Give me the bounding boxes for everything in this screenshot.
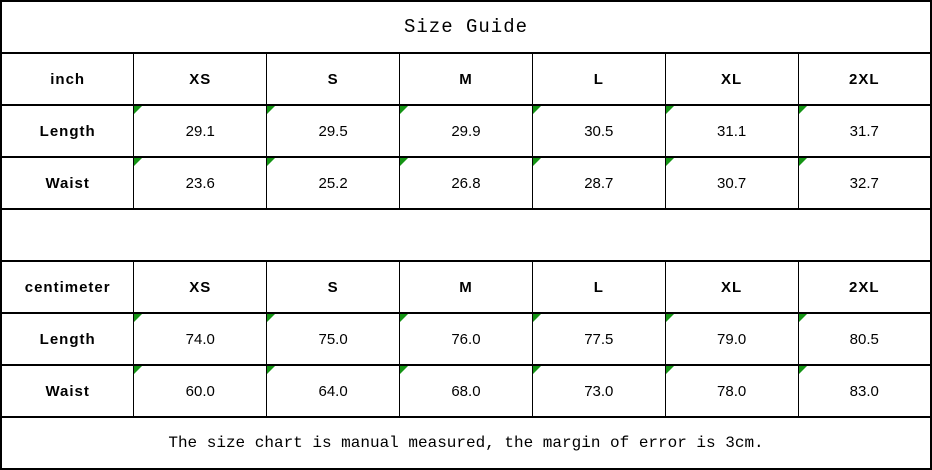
size-header-l: L: [532, 261, 665, 313]
cell-flag-icon: [400, 366, 408, 374]
page-title: Size Guide: [1, 1, 931, 53]
size-value: 30.5: [584, 122, 614, 140]
size-value-cell: [134, 313, 267, 365]
size-value: 79.0: [717, 330, 747, 348]
centimeter-header-row: [1, 261, 931, 313]
measurement-label-waist: Waist: [1, 365, 134, 417]
measurement-label-length: Length: [1, 313, 134, 365]
size-value-cell: [665, 105, 798, 157]
size-value-cell: [400, 105, 533, 157]
size-value: 77.5: [584, 330, 614, 348]
unit-label-inch: inch: [1, 53, 134, 105]
size-header-xs: XS: [134, 261, 267, 313]
size-value: 83.0: [849, 382, 879, 400]
size-value-cell: [532, 105, 665, 157]
size-value: 32.7: [849, 174, 879, 192]
size-value-cell: [267, 313, 400, 365]
size-value-cell: [134, 105, 267, 157]
size-value-cell: [798, 313, 931, 365]
size-value: 25.2: [318, 174, 348, 192]
size-value-cell: [665, 313, 798, 365]
size-value-cell: [267, 105, 400, 157]
cell-flag-icon: [267, 158, 275, 166]
cell-flag-icon: [666, 314, 674, 322]
size-value: 74.0: [185, 330, 215, 348]
cell-flag-icon: [400, 106, 408, 114]
cell-flag-icon: [267, 106, 275, 114]
size-value: 31.1: [717, 122, 747, 140]
size-value-cell: [798, 365, 931, 417]
inch-header-row: [1, 53, 931, 105]
size-header-m: M: [400, 53, 533, 105]
centimeter-length-row: [1, 313, 931, 365]
size-value-cell: [532, 365, 665, 417]
cell-flag-icon: [666, 106, 674, 114]
size-header-s: S: [267, 261, 400, 313]
size-value-cell: [532, 313, 665, 365]
size-value: 64.0: [318, 382, 348, 400]
size-value: 23.6: [185, 174, 215, 192]
cell-flag-icon: [799, 158, 807, 166]
spacer-row: [1, 209, 931, 261]
size-value: 60.0: [185, 382, 215, 400]
size-value: 31.7: [849, 122, 879, 140]
size-header-m: M: [400, 261, 533, 313]
size-header-xs: XS: [134, 53, 267, 105]
inch-length-row: [1, 105, 931, 157]
unit-label-centimeter: centimeter: [1, 261, 134, 313]
cell-flag-icon: [533, 106, 541, 114]
cell-flag-icon: [799, 314, 807, 322]
footer-row: [1, 417, 931, 469]
size-value: 29.1: [185, 122, 215, 140]
size-value: 78.0: [717, 382, 747, 400]
size-value-cell: [400, 157, 533, 209]
measurement-label-length: Length: [1, 105, 134, 157]
size-header-xl: XL: [665, 261, 798, 313]
size-value-cell: [400, 365, 533, 417]
spacer-cell: [1, 209, 931, 261]
cell-flag-icon: [267, 314, 275, 322]
size-header-s: S: [267, 53, 400, 105]
cell-flag-icon: [134, 314, 142, 322]
cell-flag-icon: [267, 366, 275, 374]
size-value-cell: [134, 365, 267, 417]
inch-waist-row: [1, 157, 931, 209]
size-value-cell: [267, 365, 400, 417]
size-value: 68.0: [451, 382, 481, 400]
size-header-l: L: [532, 53, 665, 105]
measurement-label-waist: Waist: [1, 157, 134, 209]
size-value: 75.0: [318, 330, 348, 348]
size-value-cell: [532, 157, 665, 209]
size-value-cell: [665, 157, 798, 209]
size-header-2xl: 2XL: [798, 261, 931, 313]
size-value-cell: [134, 157, 267, 209]
cell-flag-icon: [400, 314, 408, 322]
cell-flag-icon: [533, 366, 541, 374]
size-value: 76.0: [451, 330, 481, 348]
size-value: 29.5: [318, 122, 348, 140]
size-value-cell: [400, 313, 533, 365]
size-value: 26.8: [451, 174, 481, 192]
size-value-cell: [665, 365, 798, 417]
cell-flag-icon: [533, 314, 541, 322]
size-value: 80.5: [849, 330, 879, 348]
cell-flag-icon: [666, 366, 674, 374]
cell-flag-icon: [134, 366, 142, 374]
size-header-2xl: 2XL: [798, 53, 931, 105]
cell-flag-icon: [799, 106, 807, 114]
cell-flag-icon: [666, 158, 674, 166]
size-value-cell: [798, 105, 931, 157]
size-value: 29.9: [451, 122, 481, 140]
size-value: 73.0: [584, 382, 614, 400]
cell-flag-icon: [533, 158, 541, 166]
cell-flag-icon: [799, 366, 807, 374]
centimeter-waist-row: [1, 365, 931, 417]
size-value-cell: [798, 157, 931, 209]
cell-flag-icon: [400, 158, 408, 166]
cell-flag-icon: [134, 106, 142, 114]
size-value: 28.7: [584, 174, 614, 192]
title-row: [1, 1, 931, 53]
size-value-cell: [267, 157, 400, 209]
footnote: The size chart is manual measured, the margin of error is 3cm.: [1, 417, 931, 469]
cell-flag-icon: [134, 158, 142, 166]
size-value: 30.7: [717, 174, 747, 192]
size-header-xl: XL: [665, 53, 798, 105]
